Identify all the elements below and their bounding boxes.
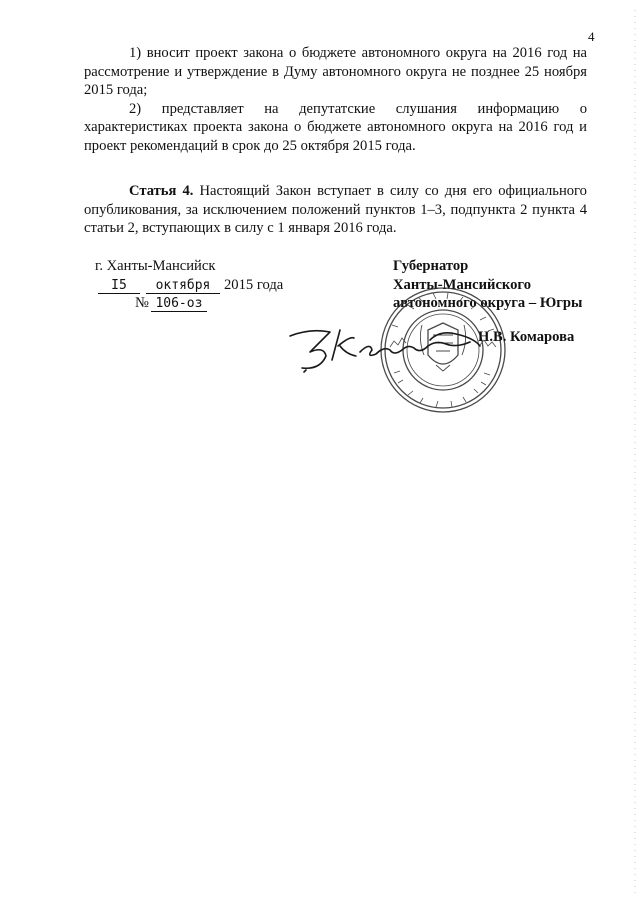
article-text: Настоящий Закон вступает в силу со дня его официального опубликования, за исключением положений пунктов 1–3, подпункта 2 пункта 4 статьи 2, вступающих в силу с 1 января 2016 года. xyxy=(84,183,587,236)
law-number-prefix: № xyxy=(135,295,149,311)
governor-title-line-3: автономного округа – Югры xyxy=(393,295,583,311)
article-label: Статья 4. xyxy=(129,183,194,199)
document-body xyxy=(84,44,587,238)
law-number: 106-оз xyxy=(151,297,207,312)
governor-title-line-1: Губернатор xyxy=(393,258,469,274)
page-number: 4 xyxy=(588,29,595,44)
handwritten-signature-icon xyxy=(280,316,490,376)
paragraph-item-1: 1) вносит проект закона о бюджете автономного округа на 2016 год на рассмотрение и утверждение в Думу автономного округа не позднее 25 ноября 2015 года; xyxy=(84,45,587,98)
signing-year: 2015 года xyxy=(224,276,284,293)
signing-date-line xyxy=(98,276,295,295)
signing-place-date xyxy=(95,257,295,313)
governor-title-line-2: Ханты-Мансийского xyxy=(393,276,531,293)
article-4-paragraph xyxy=(84,182,587,238)
paragraph-item-2: 2) представляет на депутатские слушания информацию о характеристиках проекта закона о бюджете автономного округа на 2016 год и проект рекомендаций в срок до 25 октября 2015 года. xyxy=(84,100,587,154)
law-number-line xyxy=(135,294,295,313)
signing-day: I5 xyxy=(98,279,140,294)
governor-name: Н.В. Комарова xyxy=(478,329,575,345)
signing-month: октября xyxy=(146,279,220,294)
margin-border xyxy=(632,0,638,905)
signing-city: г. Ханты-Мансийск xyxy=(95,258,216,274)
paragraph-spacer xyxy=(84,155,587,182)
